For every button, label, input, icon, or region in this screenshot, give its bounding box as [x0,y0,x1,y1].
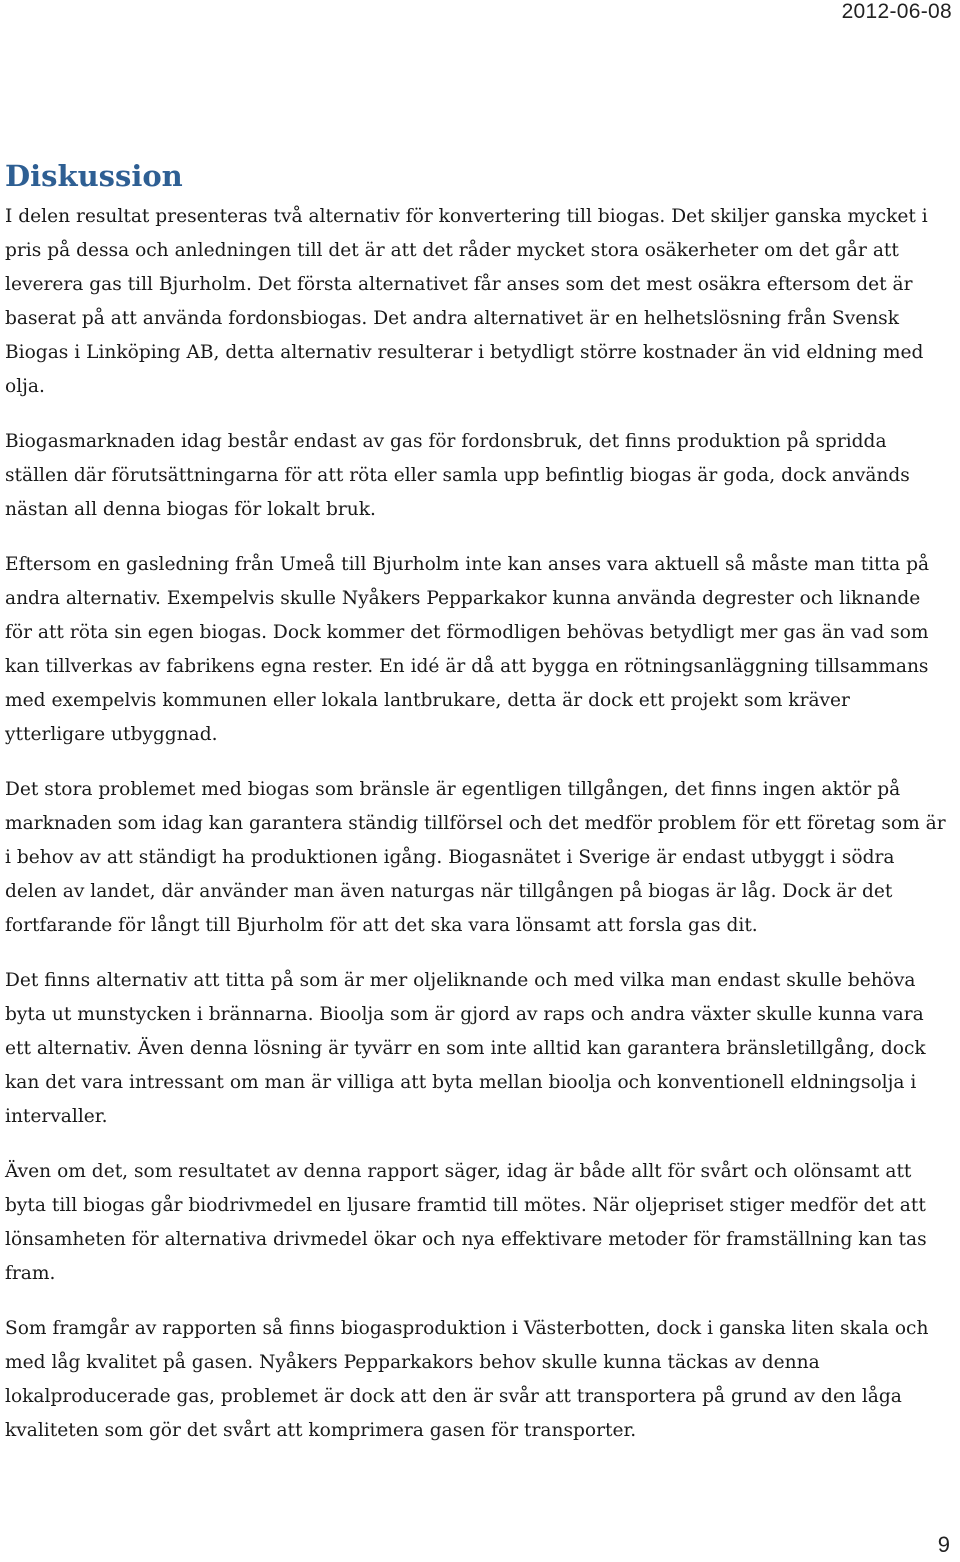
header-date: 2012-06-08 [841,0,952,23]
paragraph-7: Som framgår av rapporten så finns biogasproduktion i Västerbotten, dock i ganska liten skala och med låg kvalitet på gasen. Nyåkers Pepparkakors behov skulle kunna täckas av denna lokalproducerade gas, problemet är dock att den är svår att transportera på grund av den låga kvaliteten som gör det svårt att komprimera gasen för transporter. [5,1318,929,1441]
paragraph-2: Biogasmarknaden idag består endast av gas för fordonsbruk, det finns produktion på spridda ställen där förutsättningarna för att röta eller samla upp befintlig biogas är goda, dock används nästan all denna biogas för lokalt bruk. [5,431,910,520]
paragraph-3: Eftersom en gasledning från Umeå till Bjurholm inte kan anses vara aktuell så måste man titta på andra alternativ. Exempelvis skulle Nyåkers Pepparkakor kunna använda degrester och liknande för att röta sin egen biogas. Dock kommer det förmodligen behövas betydligt mer gas än vad som kan tillverkas av fabrikens egna rester. En idé är då att bygga en rötningsanläggning tillsammans med exempelvis kommunen eller lokala lantbrukare, detta är dock ett projekt som kräver ytterligare utbyggnad. [5,554,930,745]
paragraph-4: Det stora problemet med biogas som bränsle är egentligen tillgången, det finns ingen aktör på marknaden som idag kan garantera ständig tillförsel och det medför problem för ett företag som är i behov av att ständigt ha produktionen igång. Biogasnätet i Sverige är endast utbyggt i södra delen av landet, där använder man även naturgas när tillgången på biogas är låg. Dock är det fortfarande för långt till Bjurholm för att det ska vara lönsamt att forsla gas dit. [5,779,946,936]
paragraph-6: Även om det, som resultatet av denna rapport säger, idag är både allt för svårt och olönsamt att byta till biogas går biodrivmedel en ljusare framtid till mötes. När oljepriset stiger medför det att lönsamheten för alternativa drivmedel ökar och nya effektivare metoder för framställning kan tas fram. [5,1161,927,1284]
document-body [5,158,950,1469]
paragraph-5: Det finns alternativ att titta på som är mer oljeliknande och med vilka man endast skulle behöva byta ut munstycken i brännarna. Bioolja som är gjord av raps och andra växter skulle kunna vara ett alternativ. Även denna lösning är tyvärr en som inte alltid kan garantera bränsletillgång, dock kan det vara intressant om man är villiga att byta mellan bioolja och konventionell eldningsolja i intervaller. [5,970,926,1127]
paragraph-1: I delen resultat presenteras två alternativ för konvertering till biogas. Det skiljer ganska mycket i pris på dessa och anledningen till det är att det råder mycket stora osäkerheter om det går att leverera gas till Bjurholm. Det första alternativet får anses som det mest osäkra eftersom det är baserat på att använda fordonsbiogas. Det andra alternativet är en helhetslösning från Svensk Biogas i Linköping AB, detta alternativ resulterar i betydligt större kostnader än vid eldning med olja. [5,206,928,397]
section-heading: Diskussion [5,159,183,193]
page-number: 9 [937,1532,950,1557]
